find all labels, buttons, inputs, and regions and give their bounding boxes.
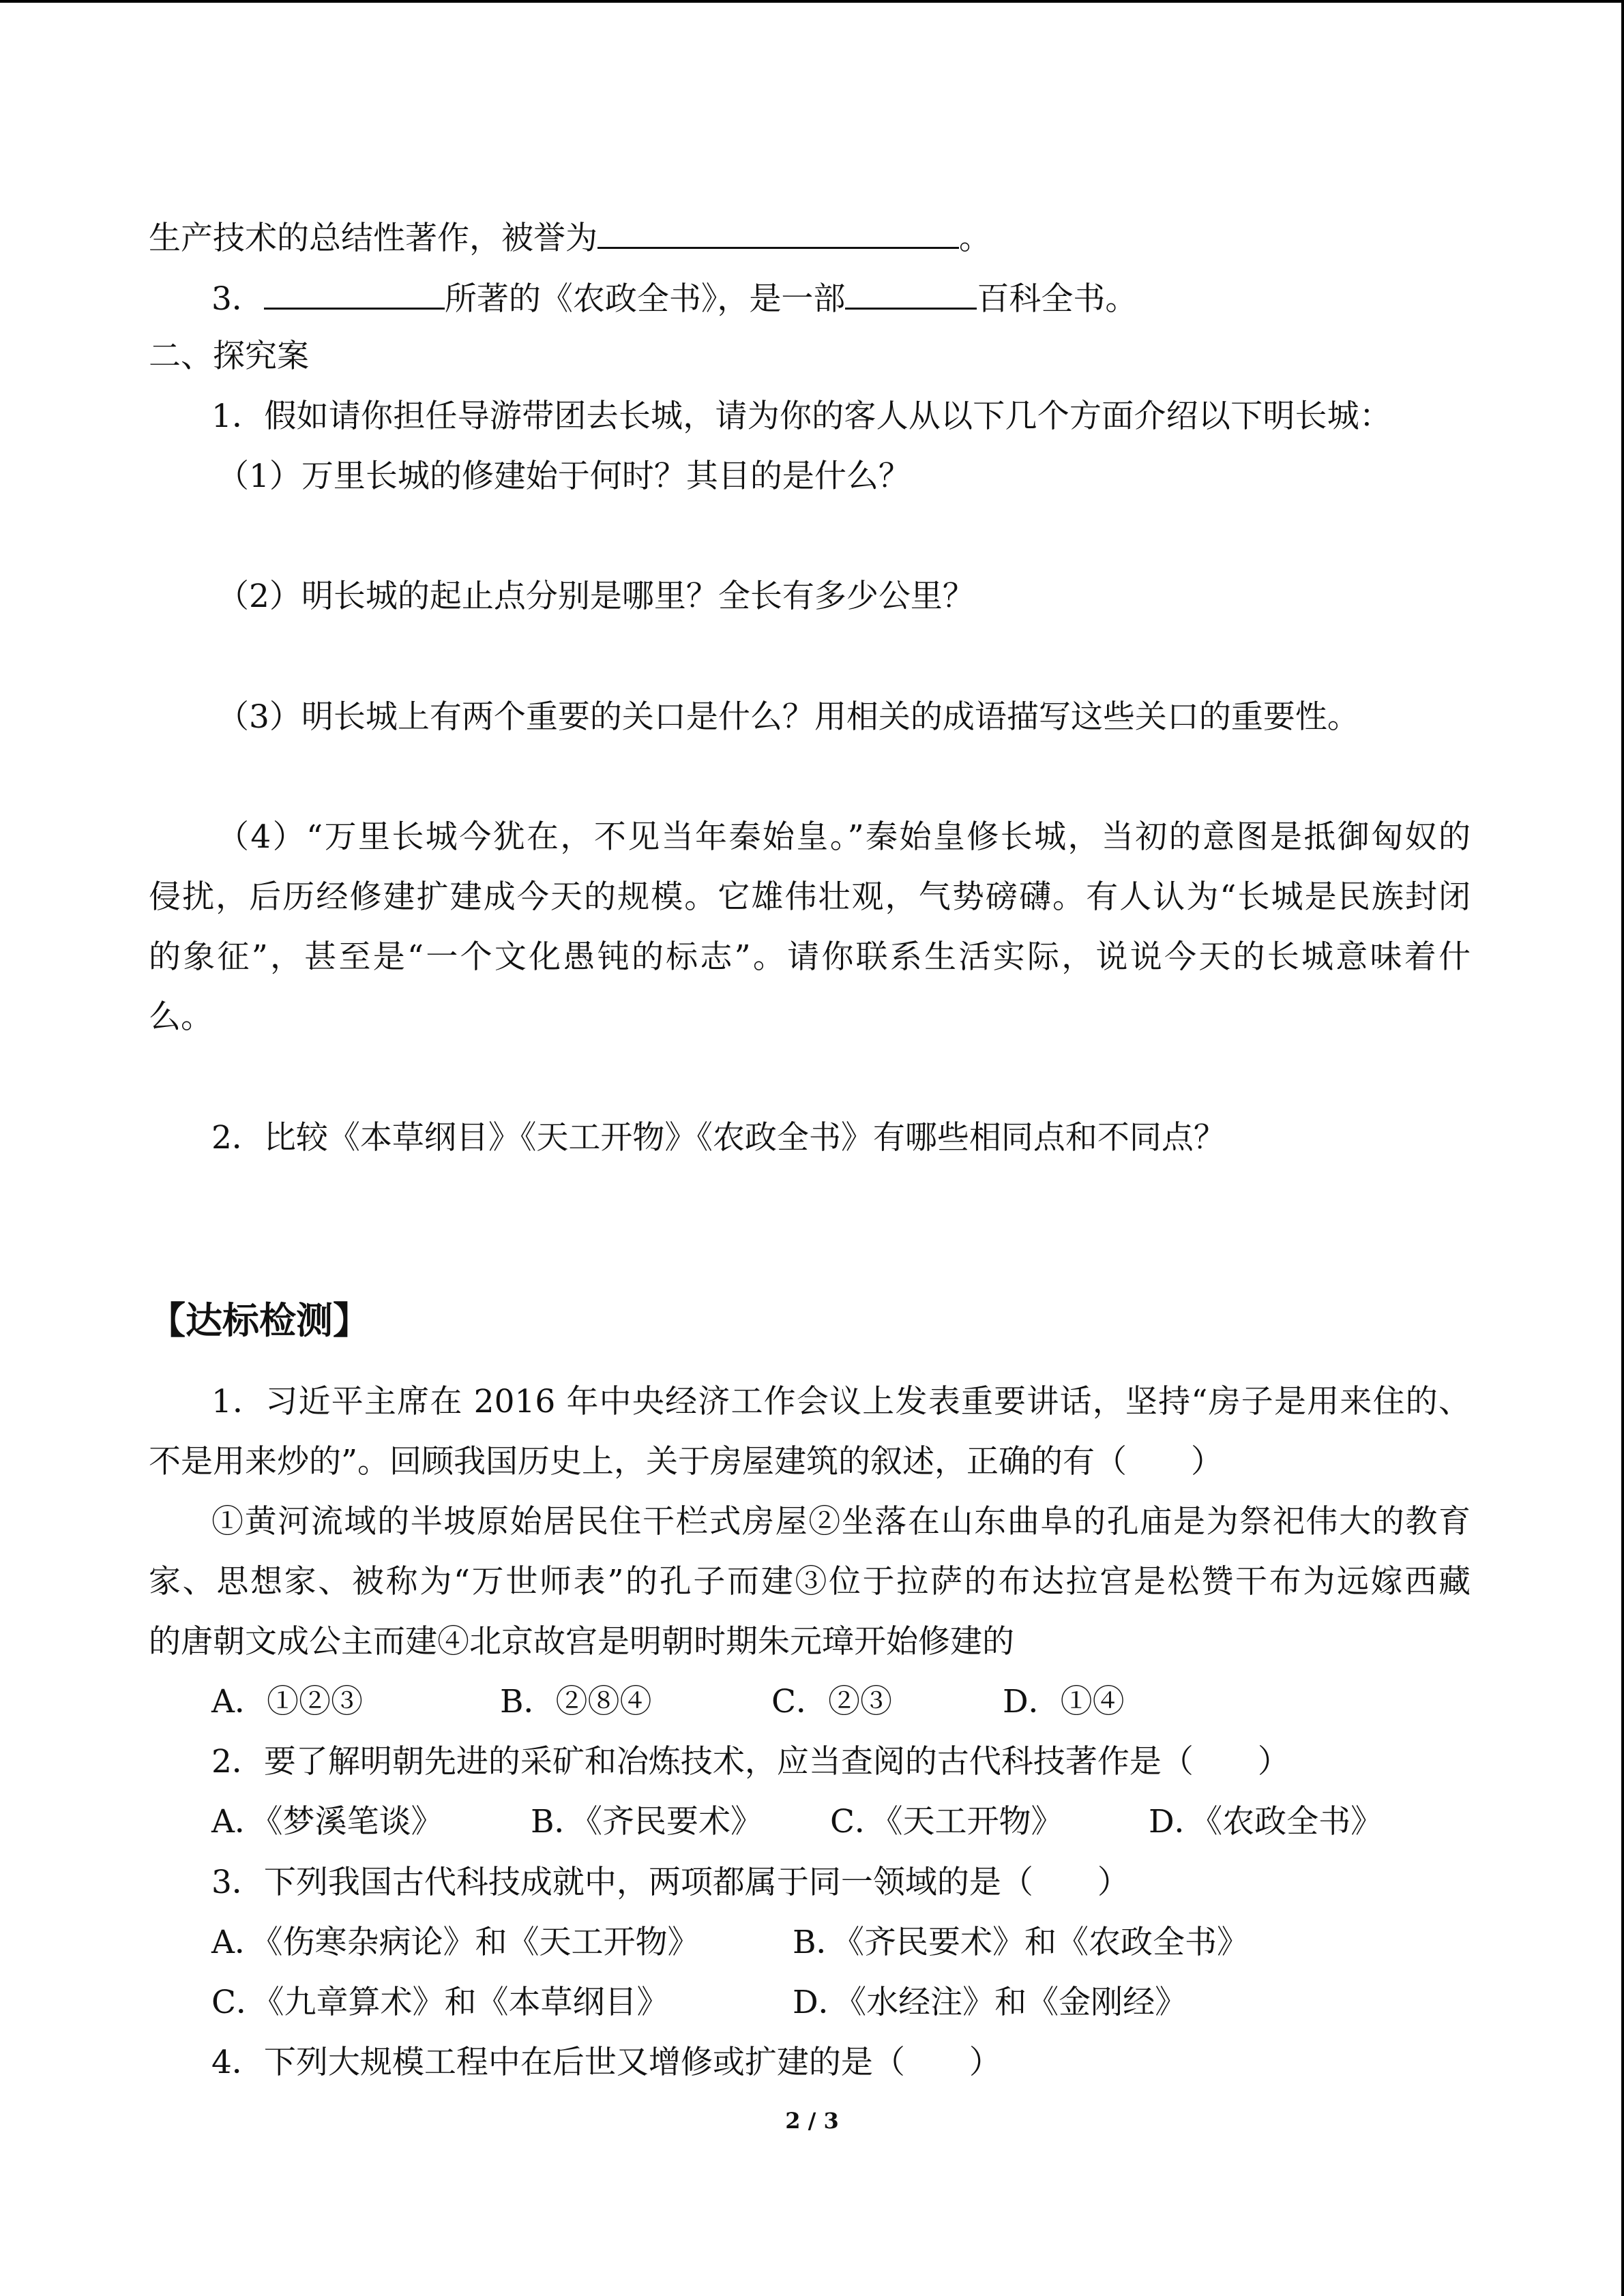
test-q2-option-d[interactable]: D．《农政全书》 — [1149, 1803, 1383, 1840]
fill-in-item2-tail — [149, 215, 991, 259]
inquiry-q1-4-line1: （4）“万里长城今犹在，不见当年秦始皇。”秦始皇修长城，当初的意图是抵御匈奴的 — [217, 818, 1471, 856]
inquiry-q2: 2．比较《本草纲目》《天工开物》《农政全书》有哪些相同点和不同点？ — [211, 1119, 1226, 1157]
item2-text-after: 。 — [959, 220, 991, 257]
test-q1-line1: 1．习近平主席在 2016 年中央经济工作会议上发表重要讲话，坚持“房子是用来住的、 — [211, 1383, 1471, 1420]
item3-text-mid: 所著的《农政全书》，是一部 — [444, 280, 846, 318]
inquiry-q1-1: （1）万里长城的修建始于何时？其目的是什么？ — [217, 458, 911, 495]
test-q1-line5: 的唐朝文成公主而建④北京故宫是明朝时期朱元璋开始修建的 — [149, 1623, 1014, 1660]
test-q1-option-d[interactable]: D．①④ — [1003, 1683, 1125, 1720]
test-q4-stem: 4．下列大规模工程中在后世又增修或扩建的是（ ） — [211, 2044, 1001, 2081]
test-q2-option-b[interactable]: B．《齐民要术》 — [531, 1803, 763, 1840]
answer-blank[interactable] — [264, 276, 445, 310]
fill-in-item3 — [211, 276, 1137, 320]
inquiry-q1: 1．假如请你担任导游带团去长城，请为你的客人从以下几个方面介绍以下明长城： — [211, 398, 1391, 435]
page-border-top — [0, 0, 1624, 3]
test-q1-option-b[interactable]: B．②⑧④ — [500, 1683, 652, 1720]
test-q3-option-b[interactable]: B．《齐民要术》和《农政全书》 — [793, 1924, 1250, 1961]
test-q1-line3: ①黄河流域的半坡原始居民住干栏式房屋②坐落在山东曲阜的孔庙是为祭祀伟大的教育 — [211, 1503, 1471, 1540]
test-q3-option-d[interactable]: D．《水经注》和《金刚经》 — [793, 1984, 1187, 2021]
test-q1-option-a[interactable]: A．①②③ — [211, 1683, 363, 1720]
test-q2-option-a[interactable]: A．《梦溪笔谈》 — [211, 1803, 443, 1840]
test-q1-option-c[interactable]: C．②③ — [771, 1683, 892, 1720]
item3-text-end: 百科全书。 — [977, 280, 1138, 318]
test-q3-option-c[interactable]: C．《九章算术》和《本草纲目》 — [211, 1984, 669, 2021]
inquiry-q1-2: （2）明长城的起止点分别是哪里？全长有多少公里？ — [217, 578, 975, 615]
test-q1-line2: 不是用来炒的”。回顾我国历史上，关于房屋建筑的叙述，正确的有（ ） — [149, 1443, 1224, 1480]
test-heading: 【达标检测】 — [149, 1299, 370, 1342]
item3-number: 3． — [211, 280, 264, 318]
item2-text-before: 生产技术的总结性著作，被誉为 — [149, 220, 597, 257]
answer-blank[interactable] — [845, 276, 977, 310]
test-q3-stem: 3．下列我国古代科技成就中，两项都属于同一领域的是（ ） — [211, 1864, 1130, 1901]
inquiry-q1-4-line2: 侵扰，后历经修建扩建成今天的规模。它雄伟壮观，气势磅礴。有人认为“长城是民族封闭 — [149, 878, 1471, 916]
inquiry-q1-4-line4: 么。 — [149, 998, 213, 1036]
page-number: 2 / 3 — [785, 2108, 839, 2134]
answer-blank[interactable] — [597, 215, 959, 249]
inquiry-section-title: 二、探究案 — [149, 338, 309, 375]
inquiry-q1-4-line3: 的象征”，甚至是“一个文化愚钝的标志”。请你联系生活实际，说说今天的长城意味着什 — [149, 938, 1471, 976]
inquiry-q1-3: （3）明长城上有两个重要的关口是什么？用相关的成语描写这些关口的重要性。 — [217, 698, 1359, 736]
test-q2-option-c[interactable]: C．《天工开物》 — [830, 1803, 1063, 1840]
test-q3-option-a[interactable]: A．《伤寒杂病论》和《天工开物》 — [211, 1924, 700, 1961]
page-border-right — [1621, 0, 1624, 2296]
test-q1-line4: 家、思想家、被称为“万世师表”的孔子而建③位于拉萨的布达拉宫是松赞干布为远嫁西藏 — [149, 1563, 1471, 1600]
test-q2-stem: 2．要了解明朝先进的采矿和冶炼技术，应当查阅的古代科技著作是（ ） — [211, 1743, 1290, 1780]
